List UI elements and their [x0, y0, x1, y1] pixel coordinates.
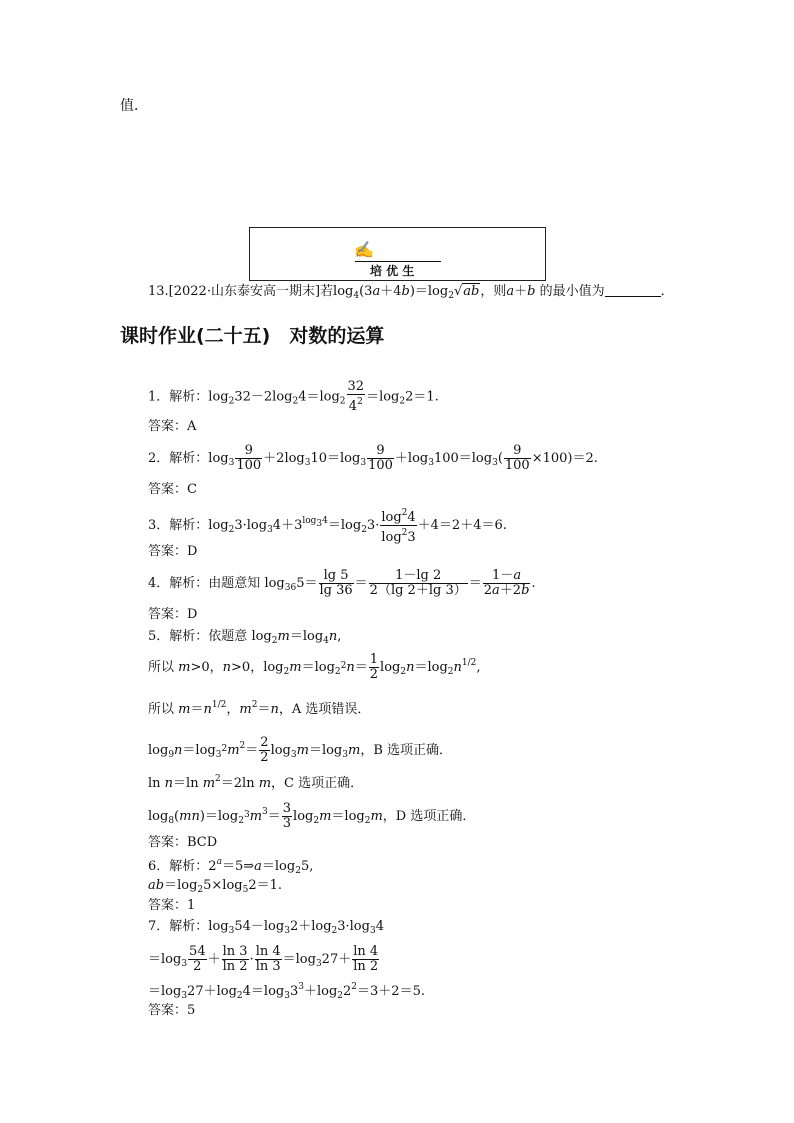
page-heading: 课时作业(二十五) 对数的运算	[120, 325, 385, 347]
solution-5-line-3: 所以 $m=n^{1/2}$，$m^2=n$，A 选项错误．	[148, 700, 371, 717]
solution-3: 3．解析：$\log_23\cdot\log_34+3^{log_34}=\log_23\cdot$ $\frac{\log^24}{\log^23}$ ＋4＝2＋4＝6.	[148, 508, 507, 545]
answer-2: 答案：C	[148, 482, 197, 497]
pencil-icon: ✍	[354, 240, 374, 259]
answer-1: 答案：A	[148, 419, 197, 434]
solution-5-line-1: 5．解析：依题意 $\log_2m=\log_4n$,	[148, 629, 342, 646]
solution-1: 1．解析：$\log_232-2\log_24=\log_2$ $\frac{32}{4^2}$ $=\log_22=1$.	[148, 379, 439, 414]
answer-6: 答案：1	[148, 898, 196, 913]
solution-5-line-6: $\log_8(mn)=\log_{2^3}m^3=$ $\frac{3}{3}$ $\log_2m=\log_2m$，D 选项正确．	[148, 801, 476, 831]
section-banner	[249, 227, 546, 281]
solution-7-line-1: 7．解析：$\log_354-\log_32+\log_23\cdot\log_34$	[148, 919, 384, 936]
q13-tail: 的最小值为	[539, 284, 605, 299]
banner-label: 培 优 生	[370, 264, 415, 278]
solution-7-line-3: $=\log_327+\log_24=\log_33^3+\log_22^2=3+2=5$.	[148, 982, 425, 1001]
answer-7: 答案：5	[148, 1003, 196, 1018]
answer-5: 答案：BCD	[148, 835, 218, 850]
answer-4: 答案：D	[148, 607, 198, 622]
q13-mid: ，则	[480, 284, 507, 299]
banner-divider	[355, 261, 441, 262]
answer-blank	[605, 284, 661, 297]
solution-6-line-2: $ab=\log_25\times\log_52=1$.	[148, 878, 283, 895]
solution-6-line-1: 6．解析：$2^a=5\Rightarrow a=\log_25$,	[148, 857, 314, 876]
solution-7-line-2: $=\log_3$ $\frac{54}{2}$ ＋ $\frac{\ln 3}{\ln 2}$ · $\frac{\ln 4}{\ln 3}$ $=\log_327+$ $\frac{\ln 4}{\ln 2}$	[148, 944, 379, 974]
question-13: 13.[2022·山东泰安高一期末]若$\log_4(3a+4b)=\log_2√ab$，则a＋b 的最小值为 ．	[148, 284, 674, 301]
solution-2: 2．解析：$\log_3$ $\frac{9}{100}$ $+2\log_310=\log_3$ $\frac{9}{100}$ $+\log_3100=\log_3$( $\frac{9}{100}$ ×100)＝2.	[148, 443, 598, 473]
answer-3: 答案：D	[148, 544, 198, 559]
solution-5-line-5: ln n＝ln $m^2=2\ln$ m，C 选项正确．	[148, 774, 364, 791]
q13-end: ．	[660, 284, 674, 299]
solution-5-line-4: $\log_9n=\log_{3^2}m^2=$ $\frac{2}{2}$ $\log_3m=\log_3m$，B 选项正确．	[148, 735, 452, 765]
solution-5-line-2: 所以 m>0，n>0，$\log_2m=\log_{2^2}n=$ $\frac{1}{2}$ $\log_2n=\log_2n^{1/2}$,	[148, 652, 481, 682]
previous-question-tail: 值．	[120, 98, 148, 114]
solution-4: 4．解析：由题意知 $\log_{36}5=$ $\frac{\lg 5}{\lg 36}$ ＝ $\frac{1-\lg 2}{2(\lg 2+\lg 3)}$ ＝ $\frac{1-a}{2a+2b}$ .	[148, 568, 536, 598]
q13-prefix: 13.[2022·山东泰安高一期末]若	[148, 284, 334, 299]
